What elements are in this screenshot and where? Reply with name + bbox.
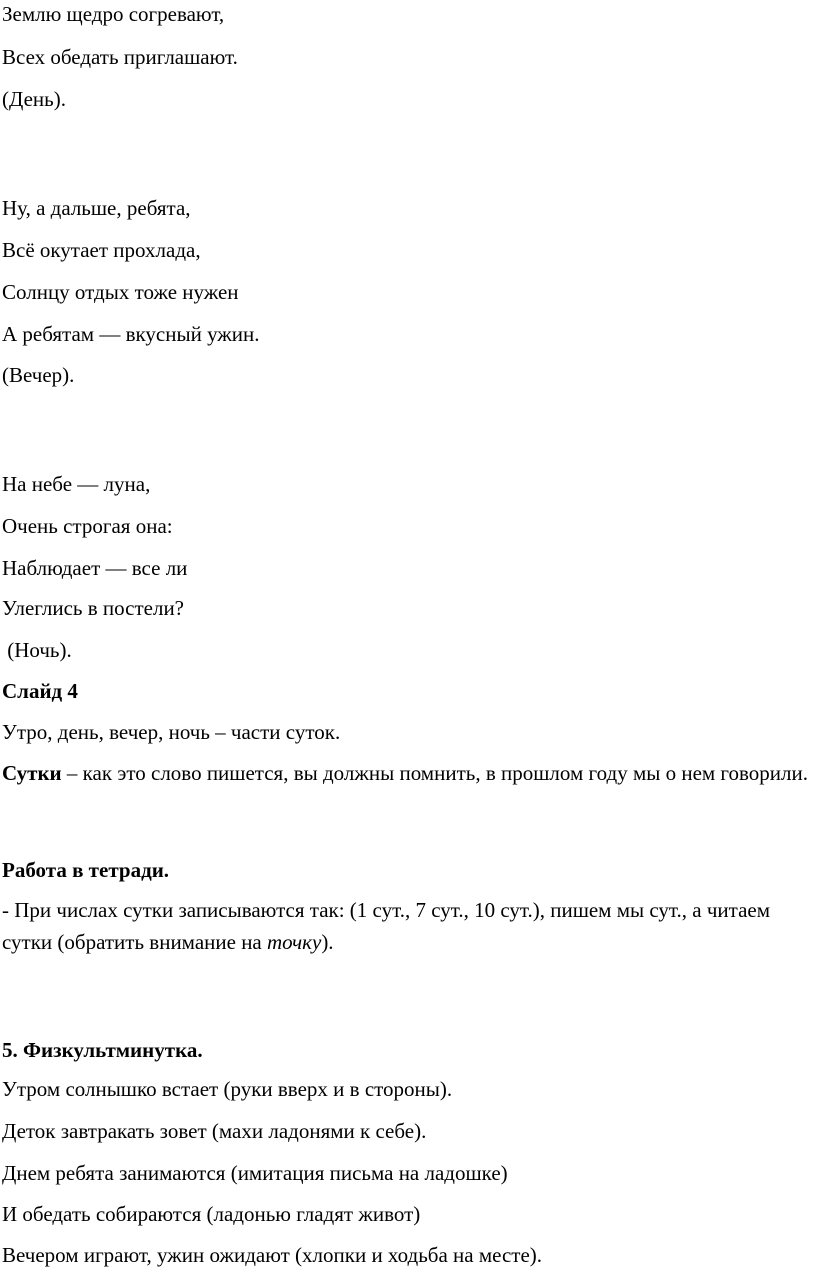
exercise-line: Деток завтракать зовет (махи ладонями к себе).: [2, 1119, 427, 1143]
exercise-line: Утром солнышко встает (руки вверх и в стороны).: [2, 1077, 453, 1101]
term-explanation: – как это слово пишется, вы должны помнить, в прошлом году мы о нем говорили.: [61, 761, 809, 785]
exercise-line: Вечером играют, ужин ожидают (хлопки и ходьба на месте).: [2, 1243, 543, 1267]
section-heading: Работа в тетради.: [2, 858, 170, 882]
term-word: Сутки: [2, 761, 62, 785]
notebook-instruction: [2, 894, 812, 958]
poem-answer: (Ночь).: [2, 638, 72, 662]
instruction-text: - При числах сутки записываются так: (1 сут., 7 сут., 10 сут.), пишем мы сут., а читаем сутки (обратить внимание на: [2, 898, 770, 954]
exercise-line: И обедать собираются (ладонью гладят живот): [2, 1202, 421, 1226]
poem-line: Землю щедро согревают,: [2, 2, 225, 26]
poem-answer: (Вечер).: [2, 363, 75, 387]
poem-line: Наблюдает — все ли: [2, 556, 188, 580]
emphasized-word: точку: [267, 930, 322, 954]
parts-of-day-text: Утро, день, вечер, ночь – части суток.: [2, 720, 341, 744]
section-heading: 5. Физкультминутка.: [2, 1038, 203, 1062]
instruction-end: ).: [321, 930, 334, 954]
poem-line: Ну, а дальше, ребята,: [2, 196, 191, 220]
slide-heading: Слайд 4: [2, 679, 78, 703]
poem-answer: (День).: [2, 87, 66, 111]
poem-line: Улеглись в постели?: [2, 596, 184, 620]
poem-line: Всех обедать приглашают.: [2, 45, 238, 69]
poem-line: Очень строгая она:: [2, 514, 173, 538]
poem-line: А ребятам — вкусный ужин.: [2, 322, 260, 346]
exercise-line: Днем ребята занимаются (имитация письма на ладошке): [2, 1161, 508, 1185]
poem-line: На небе — луна,: [2, 472, 151, 496]
poem-line: Всё окутает прохлада,: [2, 238, 201, 262]
poem-line: Солнцу отдых тоже нужен: [2, 280, 239, 304]
term-paragraph: [2, 757, 812, 789]
